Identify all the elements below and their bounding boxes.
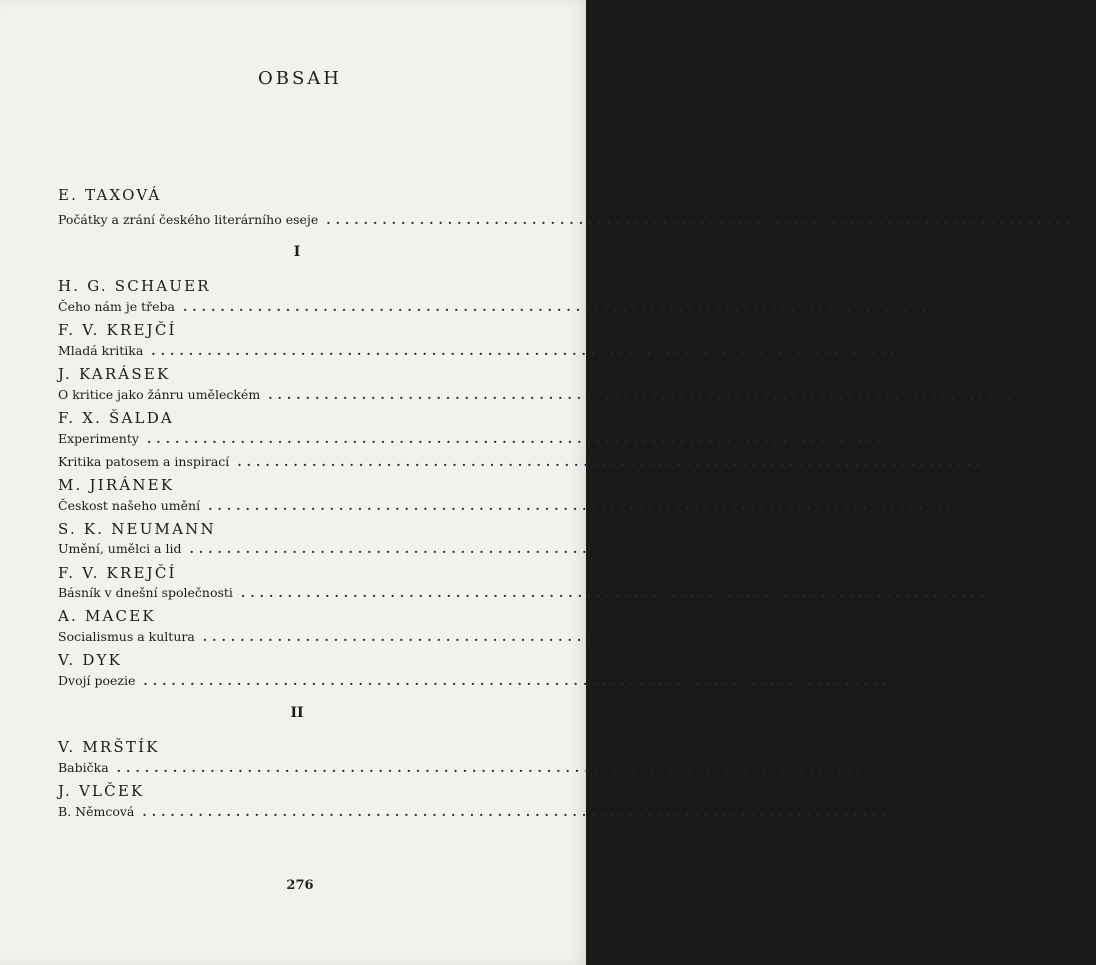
dot-leader: ................................................................................ (146, 431, 896, 446)
toc-entry-title: Experimenty (58, 431, 139, 446)
dot-leader: ................................................................................ (189, 541, 938, 556)
toc-entry[interactable] (58, 212, 1096, 227)
toc-entry-title: Básník v dnešní společnosti (58, 585, 233, 600)
toc-entry-title: B. Němcová (58, 804, 135, 819)
dot-leader: ................................................................................ (202, 629, 951, 644)
toc-entry[interactable] (58, 760, 893, 775)
dot-leader: ................................................................................ (240, 585, 990, 600)
toc-entry[interactable] (58, 498, 979, 513)
toc-author: M. JIRÁNEK (58, 476, 175, 494)
toc-entry-page: 92 (957, 629, 973, 644)
toc-entry-title: Českost našeho umění (58, 498, 201, 513)
toc-entry[interactable] (58, 629, 973, 644)
toc-entry-page: 45 (905, 343, 922, 358)
toc-author: F. V. KREJČÍ (58, 321, 177, 339)
toc-author: J. VLČEK (58, 782, 145, 800)
toc-section-marker: I (293, 244, 301, 260)
dot-leader: ................................................................................ (268, 387, 1017, 402)
toc-author: V. DYK (58, 651, 123, 669)
toc-entry-title: Babička (58, 760, 109, 775)
toc-entry-page: 7 (1088, 212, 1096, 227)
dot-leader: ................................................................................ (116, 760, 865, 775)
toc-entry[interactable] (58, 673, 914, 688)
toc-entry-page: 59 (991, 454, 1008, 469)
toc-entry[interactable] (58, 431, 918, 446)
page-number: 276 (286, 878, 314, 893)
toc-entry-page: 86 (995, 585, 1012, 600)
toc-entry-title: Socialismus a kultura (58, 629, 195, 644)
toc-entry-title: Počátky a zrání českého literárního eseje (58, 212, 319, 227)
toc-author: H. G. SCHAUER (58, 277, 211, 295)
toc-author: V. MRŠTÍK (58, 738, 160, 756)
toc-entry-title: Mladá kritika (58, 343, 144, 358)
dot-leader: ................................................................................ (143, 673, 892, 688)
toc-entry-title: Umění, umělci a lid (58, 541, 182, 556)
dot-leader: ................................................................................ (151, 343, 900, 358)
toc-entry[interactable] (58, 299, 954, 314)
toc-author: F. X. ŠALDA (58, 409, 174, 427)
toc-entry-page: 48 (1022, 387, 1039, 402)
toc-entry-title: Kritika patosem a inspirací (58, 454, 230, 469)
toc-entry[interactable] (58, 343, 922, 358)
toc-entry[interactable] (58, 541, 960, 556)
dot-leader: ................................................................................ (237, 454, 986, 469)
toc-entry[interactable] (58, 585, 1012, 600)
toc-entry-page: 75 (943, 541, 960, 556)
dot-leader: ................................................................................ (326, 212, 1075, 227)
toc-entry-page: 73 (962, 498, 979, 513)
toc-author: A. MACEK (58, 607, 156, 625)
toc-entry-title: Čeho nám je třeba (58, 299, 175, 314)
contents-heading: OBSAH (257, 68, 342, 89)
toc-entry-page: 53 (901, 431, 918, 446)
toc-author: E. TAXOVÁ (58, 186, 162, 204)
toc-entry-title: Dvojí poezie (58, 673, 136, 688)
toc-entry-page: 97 (897, 673, 914, 688)
toc-entry[interactable] (58, 454, 1008, 469)
toc-author: S. K. NEUMANN (58, 520, 216, 538)
toc-section-marker: II (290, 705, 304, 721)
toc-author: J. KARÁSEK (58, 365, 171, 383)
dot-leader: ................................................................................ (208, 498, 957, 513)
toc-author: F. V. KREJČÍ (58, 564, 177, 582)
toc-entry-page: 108 (894, 804, 919, 819)
dot-leader: ................................................................................ (182, 299, 932, 314)
toc-entry-title: O kritice jako žánru uměleckém (58, 387, 261, 402)
toc-entry-page: 39 (937, 299, 954, 314)
toc-entry-page: 103 (868, 760, 893, 775)
toc-entry[interactable] (58, 387, 1039, 402)
dot-leader: ................................................................................ (142, 804, 891, 819)
toc-entry[interactable] (58, 804, 919, 819)
